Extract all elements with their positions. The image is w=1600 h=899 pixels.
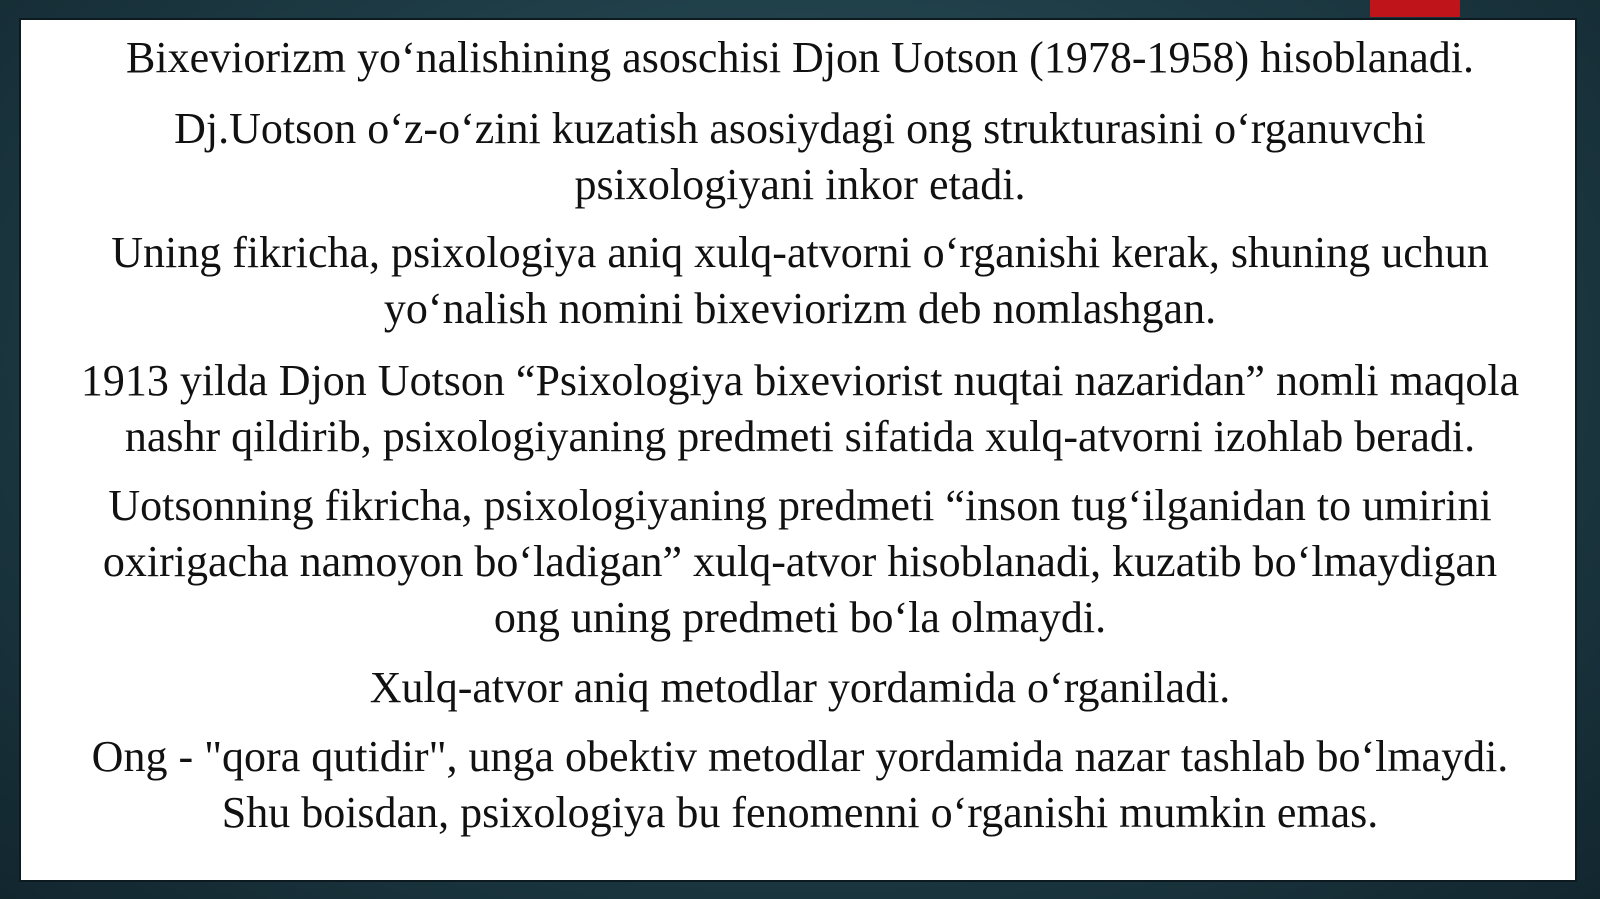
text-line: yo‘nalish nomini bixeviorizm deb nomlashgan. (383, 284, 1217, 333)
paragraph-founder (21, 30, 1579, 86)
text-line: oxirigacha namoyon bo‘ladigan” xulq-atvor hisoblanadi, kuzatib bo‘lmaydigan (102, 537, 1498, 586)
paragraph-introspection-rejection (21, 101, 1579, 213)
text-line: Uning fikricha, psixologiya aniq xulq-atvorni o‘rganishi kerak, shuning uchun (111, 228, 1489, 277)
paragraph-subject-definition (21, 478, 1579, 646)
text-line: nashr qildirib, psixologiyaning predmeti sifatida xulq-atvorni izohlab beradi. (124, 412, 1476, 461)
slide-text-panel (19, 18, 1577, 882)
text-line: Xulq-atvor aniq metodlar yordamida o‘rganiladi. (369, 663, 1231, 712)
text-line: Shu boisdan, psixologiya bu fenomenni o‘rganishi mumkin emas. (221, 788, 1379, 837)
text-line: Dj.Uotson o‘z-o‘zini kuzatish asosiydagi ong strukturasini o‘rganuvchi (174, 104, 1426, 153)
text-line: Uotsonning fikricha, psixologiyaning predmeti “inson tug‘ilganidan to umirini (108, 481, 1492, 530)
text-line: ong uning predmeti bo‘la olmaydi. (493, 593, 1107, 642)
paragraph-black-box (21, 729, 1579, 841)
text-line: 1913 yilda Djon Uotson “Psixologiya bixeviorist nuqtai nazaridan” nomli maqola (80, 356, 1520, 405)
paragraph-1913-article (21, 353, 1579, 465)
paragraph-naming (21, 225, 1579, 337)
text-line: Bixeviorizm yo‘nalishining asoschisi Djon Uotson (1978-1958) hisoblanadi. (126, 33, 1474, 82)
text-line: Ong - "qora qutidir", unga obektiv metodlar yordamida nazar tashlab bo‘lmaydi. (91, 732, 1509, 781)
text-line: psixologiyani inkor etadi. (574, 160, 1026, 209)
paragraph-methods (21, 660, 1579, 716)
accent-tab (1370, 0, 1460, 17)
